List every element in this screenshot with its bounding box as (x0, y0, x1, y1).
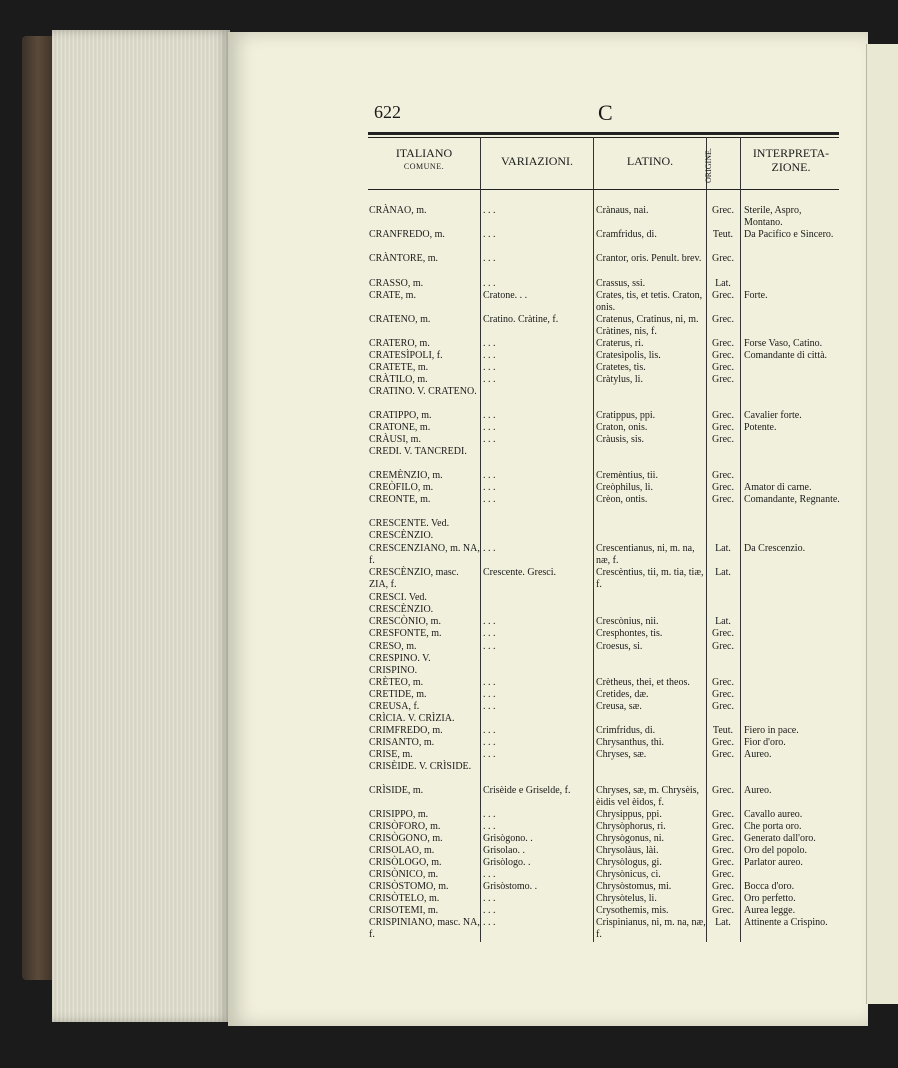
entry-origine: Lat. (715, 616, 731, 627)
entry-italiano: CRÈTEO, m. (369, 677, 424, 688)
entry-italiano: CRATE, m. (369, 290, 416, 301)
entry-interpretazione: Oro perfetto. (744, 893, 796, 904)
entry-italiano: CRESCENTE. Ved. CRESCÈNZIO. (369, 518, 450, 541)
entry-latino: Chrysògonus, ni. (596, 833, 665, 844)
header-latino: LATINO. (626, 154, 674, 168)
entry-origine: Teut. (712, 725, 734, 736)
entry-variazioni: . . . (483, 893, 496, 904)
entry-origine: Teut. (712, 229, 734, 240)
entry-interpretazione: Aureo. (744, 749, 772, 760)
page-number: 622 (374, 102, 401, 122)
entry-latino: Crèon, ontis. (596, 494, 648, 505)
entry-origine: Grec. (712, 785, 734, 796)
entry-italiano: CRESCI. Ved. CRESCÈNZIO. (369, 592, 434, 615)
entry-origine: Lat. (715, 543, 731, 554)
entry-latino: Crates, tis, et tetis. Craton, onis. (596, 290, 703, 313)
entry-italiano: CREMÈNZIO, m. (369, 470, 443, 481)
entry-variazioni: . . . (483, 362, 496, 373)
entry-variazioni: Crisèide e Griselde, f. (483, 785, 571, 796)
entry-italiano: CRATETE, m. (369, 362, 429, 373)
entry-italiano: CRISÒLOGO, m. (369, 857, 442, 868)
entry-origine: Grec. (712, 677, 734, 688)
entry-origine: Grec. (712, 857, 734, 868)
entry-variazioni: . . . (483, 229, 496, 240)
entry-latino: Chrysòphorus, ri. (596, 821, 666, 832)
entry-italiano: CRASSO, m. (369, 278, 424, 289)
entry-latino: Chryses, sæ, m. Chrysèis, èidis vel èidos, f. (596, 785, 700, 808)
entry-latino: Chryses, sæ. (596, 749, 647, 760)
entry-variazioni: . . . (483, 689, 496, 700)
table-top-rule-thin (368, 137, 839, 138)
entry-interpretazione: Fior d'oro. (744, 737, 786, 748)
entry-origine: Grec. (712, 205, 734, 216)
entry-italiano: CRESFONTE, m. (369, 628, 442, 639)
entry-interpretazione: Cavalier forte. (744, 410, 802, 421)
entry-origine: Grec. (712, 338, 734, 349)
entry-origine: Grec. (712, 362, 734, 373)
entry-italiano: CRESPINO. V. CRISPINO. (369, 653, 431, 676)
header-origine: ORIGINE. (704, 148, 713, 184)
entry-origine: Lat. (715, 278, 731, 289)
running-head: C (598, 100, 613, 125)
entry-variazioni: . . . (483, 737, 496, 748)
column-divider (740, 137, 741, 942)
entry-latino: Craterus, ri. (596, 338, 644, 349)
entry-origine: Lat. (715, 917, 731, 928)
entry-italiano: CRISOTEMI, m. (369, 905, 439, 916)
entry-variazioni: . . . (483, 917, 496, 928)
entry-italiano: CRATENO, m. (369, 314, 431, 325)
entry-italiano: CRETIDE, m. (369, 689, 427, 700)
entry-interpretazione: Aureo. (744, 785, 772, 796)
entry-variazioni: . . . (483, 809, 496, 820)
entry-interpretazione: Comandante di città. (744, 350, 828, 361)
entry-interpretazione: Che porta oro. (744, 821, 802, 832)
entry-origine: Grec. (712, 422, 734, 433)
entry-variazioni: . . . (483, 494, 496, 505)
entry-italiano: CRISOLAO, m. (369, 845, 435, 856)
entry-origine: Lat. (715, 567, 731, 578)
entry-interpretazione: Potente. (744, 422, 777, 433)
entry-interpretazione: Parlator aureo. (744, 857, 803, 868)
entry-variazioni: Cratone. . . (483, 290, 528, 301)
entry-origine: Grec. (712, 833, 734, 844)
entry-italiano: CRISE, m. (369, 749, 413, 760)
entry-italiano: CREONTE, m. (369, 494, 431, 505)
entry-italiano: CRISÒGONO, m. (369, 833, 443, 844)
entry-italiano: CREDI. V. TANCREDI. (369, 446, 467, 457)
entry-interpretazione: Forte. (744, 290, 768, 301)
entry-latino: Cratenus, Cratinus, ni, m. Cràtines, nis, f. (596, 314, 699, 337)
facing-page-edge (866, 44, 898, 1004)
entry-origine: Grec. (712, 641, 734, 652)
entry-origine: Grec. (712, 701, 734, 712)
entry-italiano: CRATERO, m. (369, 338, 430, 349)
entry-origine: Grec. (712, 821, 734, 832)
entry-interpretazione: Da Crescenzio. (744, 543, 806, 554)
entry-interpretazione: Forse Vaso, Catino. (744, 338, 823, 349)
entry-italiano: CRATESÌPOLI, f. (369, 350, 443, 361)
entry-latino: Crescèntius, tii, m. tia, tiæ, f. (596, 567, 704, 590)
entry-italiano: CREÒFILO, m. (369, 482, 434, 493)
entry-origine: Grec. (712, 689, 734, 700)
entry-interpretazione: Bocca d'oro. (744, 881, 795, 892)
entry-variazioni: . . . (483, 821, 496, 832)
header-rule (368, 189, 839, 190)
entry-origine: Grec. (712, 470, 734, 481)
entry-latino: Cràtylus, li. (596, 374, 643, 385)
entry-latino: Crantor, oris. Penult. brev. (596, 253, 702, 264)
entry-italiano: CRISÒFORO, m. (369, 821, 441, 832)
table-top-rule (368, 132, 839, 135)
entry-latino: Cremèntius, tii. (596, 470, 658, 481)
entry-latino: Crescònius, nii. (596, 616, 659, 627)
entry-latino: Cratetes, tis. (596, 362, 646, 373)
entry-italiano: CRESCÒNIO, m. (369, 616, 441, 627)
entry-latino: Crassus, ssi. (596, 278, 646, 289)
entry-latino: Craton, onis. (596, 422, 648, 433)
entry-origine: Grec. (712, 737, 734, 748)
entry-variazioni: Grisolao. . (483, 845, 525, 856)
entry-variazioni: . . . (483, 677, 496, 688)
entry-italiano: CRESCÈNZIO, masc. ZIA, f. (369, 567, 459, 590)
entry-origine: Grec. (712, 749, 734, 760)
entry-interpretazione: Sterile, Aspro, Montano. (744, 205, 802, 228)
entry-variazioni: . . . (483, 641, 496, 652)
entry-latino: Chrysòtelus, li. (596, 893, 657, 904)
entry-italiano: CRÀUSI, m. (369, 434, 421, 445)
entry-italiano: CRESCENZIANO, m. NA, f. (369, 543, 480, 566)
entry-latino: Cràusis, sis. (596, 434, 645, 445)
entry-interpretazione: Da Pacifico e Sincero. (744, 229, 834, 240)
entry-origine: Grec. (712, 314, 734, 325)
entry-latino: Crimfridus, di. (596, 725, 656, 736)
entry-variazioni: . . . (483, 905, 496, 916)
entry-italiano: CRIMFREDO, m. (369, 725, 443, 736)
entry-variazioni: Crescente. Gresci. (483, 567, 557, 578)
entry-variazioni: . . . (483, 725, 496, 736)
header-italiano-label: ITALIANO (395, 146, 453, 160)
entry-interpretazione: Cavallo aureo. (744, 809, 803, 820)
entry-variazioni: . . . (483, 410, 496, 421)
entry-italiano: CRISÒTELO, m. (369, 893, 440, 904)
entry-variazioni: . . . (483, 278, 496, 289)
entry-latino: Cretides, dæ. (596, 689, 649, 700)
entry-variazioni: . . . (483, 205, 496, 216)
entry-italiano: CRANFREDO, m. (369, 229, 445, 240)
column-divider (480, 137, 481, 942)
header-italiano-sub: COMUNE. (403, 162, 445, 171)
entry-variazioni: . . . (483, 253, 496, 264)
entry-variazioni: . . . (483, 543, 496, 554)
entry-latino: Crispinianus, ni, m. na, næ, f. (596, 917, 706, 940)
column-divider (593, 137, 594, 942)
entry-variazioni: . . . (483, 350, 496, 361)
entry-latino: Cratesìpolis, lis. (596, 350, 661, 361)
entry-italiano: CRÀTILO, m. (369, 374, 428, 385)
entry-latino: Crètheus, thei, et theos. (596, 677, 690, 688)
entry-italiano: CRESO, m. (369, 641, 417, 652)
entry-origine: Grec. (712, 374, 734, 385)
entry-variazioni: . . . (483, 701, 496, 712)
entry-italiano: CRISANTO, m. (369, 737, 435, 748)
entry-latino: Chrysolàus, lài. (596, 845, 659, 856)
entry-interpretazione: Fiero in pace. (744, 725, 799, 736)
entry-italiano: CRATIPPO, m. (369, 410, 432, 421)
entry-interpretazione: Oro del popolo. (744, 845, 808, 856)
header-variazioni: VARIAZIONI. (500, 154, 574, 168)
entry-latino: Chrysònicus, ci. (596, 869, 661, 880)
entry-variazioni: . . . (483, 470, 496, 481)
entry-latino: Chrysippus, ppi. (596, 809, 662, 820)
entry-latino: Creusa, sæ. (596, 701, 642, 712)
entry-variazioni: Grisòlogo. . (483, 857, 531, 868)
entry-italiano: CRISÈIDE. V. CRÌSIDE. (369, 761, 472, 772)
entry-italiano: CRISÒNICO, m. (369, 869, 439, 880)
entry-latino: Chrysòstomus, mi. (596, 881, 672, 892)
entry-italiano: CRÀNTORE, m. (369, 253, 438, 264)
entry-interpretazione: Aurea legge. (744, 905, 796, 916)
entry-italiano: CRISPINIANO, masc. NA, f. (369, 917, 480, 940)
entry-interpretazione: Generato dall'oro. (744, 833, 816, 844)
entry-variazioni: . . . (483, 374, 496, 385)
entry-origine: Grec. (712, 809, 734, 820)
entry-italiano: CRISIPPO, m. (369, 809, 429, 820)
entry-origine: Grec. (712, 410, 734, 421)
entry-latino: Croesus, si. (596, 641, 643, 652)
entry-variazioni: . . . (483, 869, 496, 880)
entry-interpretazione: Comandante, Regnante. (744, 494, 840, 505)
entry-latino: Crànaus, nai. (596, 205, 649, 216)
entry-latino: Chrysòlogus, gi. (596, 857, 662, 868)
entry-interpretazione: Amator di carne. (744, 482, 812, 493)
entry-variazioni: Cratino. Cràtine, f. (483, 314, 559, 325)
entry-latino: Creòphilus, li. (596, 482, 653, 493)
entry-latino: Chrysanthus, thi. (596, 737, 665, 748)
entry-origine: Grec. (712, 893, 734, 904)
header-interpretazione: INTERPRETA- ZIONE. (752, 146, 830, 174)
entry-variazioni: . . . (483, 616, 496, 627)
entry-origine: Grec. (712, 350, 734, 361)
entry-origine: Grec. (712, 434, 734, 445)
entry-italiano: CRATINO. V. CRATENO. (369, 386, 477, 397)
entry-variazioni: . . . (483, 749, 496, 760)
entry-interpretazione: Attinente a Crispino. (744, 917, 828, 928)
entry-variazioni: Grisòstomo. . (483, 881, 538, 892)
entry-variazioni: Grisògono. . (483, 833, 533, 844)
entry-origine: Grec. (712, 869, 734, 880)
entry-origine: Grec. (712, 881, 734, 892)
entry-origine: Grec. (712, 845, 734, 856)
entry-italiano: CRÀNAO, m. (369, 205, 427, 216)
entry-variazioni: . . . (483, 434, 496, 445)
entry-origine: Grec. (712, 628, 734, 639)
entry-latino: Cramfridus, di. (596, 229, 657, 240)
header-italiano (370, 146, 478, 174)
entry-latino: Crysothemis, mis. (596, 905, 669, 916)
entry-italiano: CRÌSIDE, m. (369, 785, 424, 796)
entry-variazioni: . . . (483, 422, 496, 433)
entry-variazioni: . . . (483, 628, 496, 639)
entry-italiano: CRATONE, m. (369, 422, 431, 433)
entry-origine: Grec. (712, 253, 734, 264)
entry-italiano: CRISÒSTOMO, m. (369, 881, 449, 892)
entry-origine: Grec. (712, 290, 734, 301)
entry-variazioni: . . . (483, 338, 496, 349)
entry-variazioni: . . . (483, 482, 496, 493)
entry-italiano: CREUSA, f. (369, 701, 420, 712)
entry-origine: Grec. (712, 494, 734, 505)
page-edges (52, 30, 230, 1022)
entry-origine: Grec. (712, 905, 734, 916)
entry-origine: Grec. (712, 482, 734, 493)
entry-latino: Cresphontes, tis. (596, 628, 663, 639)
entry-latino: Crescentianus, ni, m. na, næ, f. (596, 543, 695, 566)
entry-latino: Cratippus, ppi. (596, 410, 656, 421)
entry-italiano: CRÌCIA. V. CRÌZIA. (369, 713, 455, 724)
